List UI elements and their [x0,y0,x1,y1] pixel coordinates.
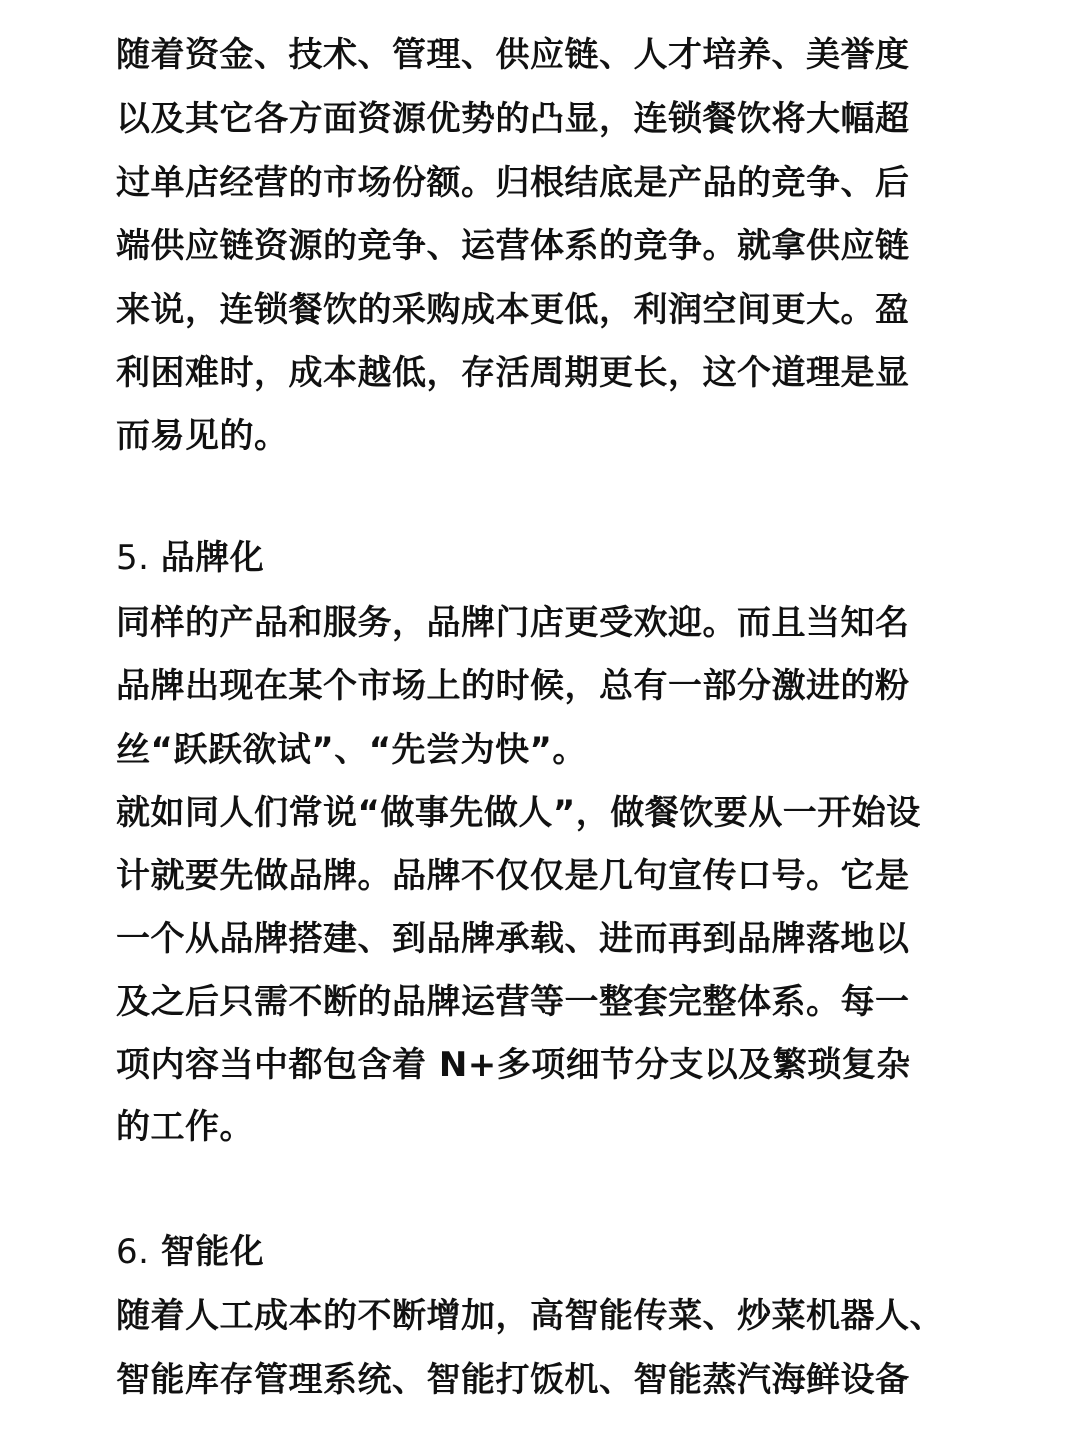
text-line: 以及其它各方面资源优势的凸显，连锁餐饮将大幅超 [116,99,910,139]
section-number: 5. [116,538,150,578]
section-heading [116,1232,264,1272]
text-line: 的工作。 [116,1107,254,1147]
text-line: 过单店经营的市场份额。归根结底是产品的竞争、后 [116,163,910,203]
section-title: 品牌化 [160,538,265,578]
text-line: 计就要先做品牌。品牌不仅仅是几句宣传口号。它是 [116,856,910,896]
text-line: 而易见的。 [116,416,289,456]
text-line: 及之后只需不断的品牌运营等一整套完整体系。每一 [116,982,910,1022]
section-heading [116,538,264,578]
section-number: 6. [116,1232,150,1272]
text-line: 就如同人们常说“做事先做人”，做餐饮要从一开始设 [116,793,921,833]
text-line: 利困难时，成本越低，存活周期更长，这个道理是显 [116,353,910,393]
text-line: 随着人工成本的不断增加，高智能传菜、炒菜机器人、 [116,1296,944,1336]
section-title: 智能化 [160,1232,265,1272]
text-line: 来说，连锁餐饮的采购成本更低，利润空间更大。盈 [116,290,910,330]
text-line: 丝“跃跃欲试”、“先尝为快”。 [116,730,587,770]
text-line: 智能库存管理系统、智能打饭机、智能蒸汽海鲜设备 [116,1360,910,1400]
text-line: 同样的产品和服务，品牌门店更受欢迎。而且当知名 [116,603,910,643]
text-line: 品牌出现在某个市场上的时候，总有一部分激进的粉 [116,666,910,706]
text-line: 随着资金、技术、管理、供应链、人才培养、美誉度 [116,35,910,75]
text-line: 端供应链资源的竞争、运营体系的竞争。就拿供应链 [116,226,910,266]
text-line: 一个从品牌搭建、到品牌承载、进而再到品牌落地以 [116,919,910,959]
text-line: 项内容当中都包含着 N+多项细节分支以及繁琐复杂 [116,1045,911,1085]
